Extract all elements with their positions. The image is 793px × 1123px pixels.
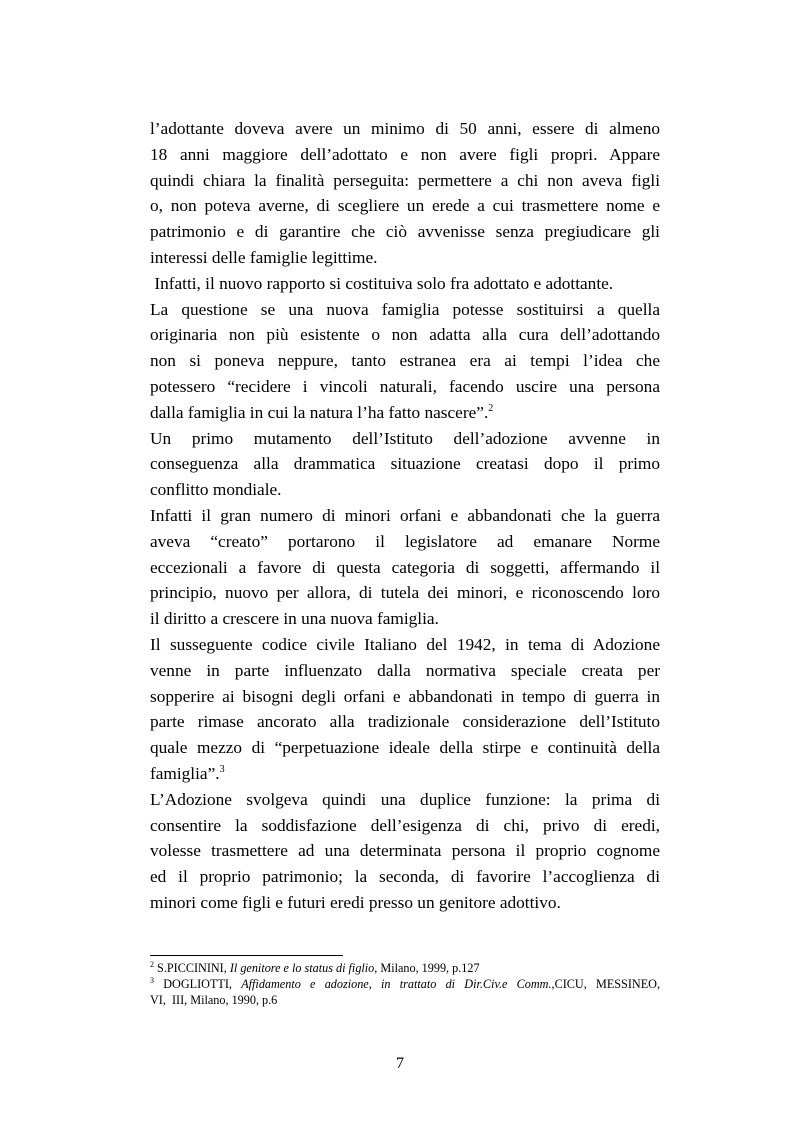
body-line: conflitto mondiale. bbox=[150, 480, 282, 500]
page-number: 7 bbox=[396, 1055, 404, 1072]
footnote-separator bbox=[150, 955, 343, 956]
body-line-with-ref bbox=[150, 761, 660, 787]
body-line: Un primo mutamento dell’Istituto dell’adozione avvenne in bbox=[150, 428, 660, 448]
body-line: volesse trasmettere ad una determinata persona il proprio cognome bbox=[150, 841, 660, 861]
body-line: Infatti il gran numero di minori orfani e abbandonati che la guerra bbox=[150, 505, 660, 525]
body-line: eccezionali a favore di questa categoria di soggetti, affermando il bbox=[150, 557, 660, 577]
body-line: aveva “creato” portarono il legislatore ad emanare Norme bbox=[150, 531, 660, 551]
body-line: ed il proprio patrimonio; la seconda, di favorire l’accoglienza di bbox=[150, 867, 660, 887]
body-line: 18 anni maggiore dell’adottato e non avere figli propri. Appare bbox=[150, 144, 660, 164]
body-line-text: dalla famiglia in cui la natura l’ha fatto nascere”. bbox=[150, 402, 489, 422]
footnote-2 bbox=[150, 961, 660, 977]
body-line: parte rimase ancorato alla tradizionale considerazione dell’Istituto bbox=[150, 712, 660, 732]
body-line: o, non poteva averne, di scegliere un erede a cui trasmettere nome e bbox=[150, 196, 660, 216]
footnote-number: 3 bbox=[150, 975, 154, 985]
body-line: L’Adozione svolgeva quindi una duplice funzione: la prima di bbox=[150, 789, 660, 809]
body-line: venne in parte influenzato dalla normativa speciale creata per bbox=[150, 660, 660, 680]
footnote-title: Affidamento e adozione, in trattato di Dir.Civ.e Comm., bbox=[241, 976, 555, 991]
body-line-with-ref bbox=[150, 400, 660, 426]
footnote-3-continuation: VI, III, Milano, 1990, p.6 bbox=[150, 992, 278, 1007]
body-line: consentire la soddisfazione dell’esigenza di chi, privo di eredi, bbox=[150, 815, 660, 835]
body-text bbox=[150, 116, 660, 916]
body-line: quindi chiara la finalità perseguita: permettere a chi non aveva figli bbox=[150, 170, 660, 190]
body-line: minori come figli e futuri eredi presso un genitore adottivo. bbox=[150, 892, 561, 912]
body-line: potessero “recidere i vincoli naturali, facendo uscire una persona bbox=[150, 376, 660, 396]
body-line: sopperire ai bisogni degli orfani e abbandonati in tempo di guerra in bbox=[150, 686, 660, 706]
footnote-3 bbox=[150, 977, 660, 993]
body-line: il diritto a crescere in una nuova famiglia. bbox=[150, 609, 439, 629]
body-line: La questione se una nuova famiglia potesse sostituirsi a quella bbox=[150, 299, 660, 319]
footnote-author: S.PICCININI, bbox=[154, 961, 230, 975]
body-line: interessi delle famiglie legittime. bbox=[150, 247, 378, 267]
footnote-title: Il genitore e lo status di figlio, bbox=[229, 961, 378, 975]
footnotes bbox=[150, 961, 660, 1008]
body-line: Il susseguente codice civile Italiano del 1942, in tema di Adozione bbox=[150, 634, 660, 654]
body-line: l’adottante doveva avere un minimo di 50 anni, essere di almeno bbox=[150, 119, 660, 138]
body-line: Infatti, il nuovo rapporto si costituiva solo fra adottato e adottante. bbox=[150, 273, 614, 293]
body-line: patrimonio e di garantire che ciò avvenisse senza pregiudicare gli bbox=[150, 222, 660, 242]
body-line: originaria non più esistente o non adatta alla cura dell’adottando bbox=[150, 325, 660, 345]
footnote-ref-2: 2 bbox=[488, 402, 494, 414]
body-line: conseguenza alla drammatica situazione creatasi dopo il primo bbox=[150, 454, 660, 474]
footnote-author: DOGLIOTTI, bbox=[154, 976, 242, 991]
footnote-details: Milano, 1999, p.127 bbox=[377, 961, 480, 975]
footnote-ref-3: 3 bbox=[219, 763, 225, 775]
footnote-details: CICU, MESSINEO, bbox=[554, 976, 660, 991]
footnote-number: 2 bbox=[150, 960, 154, 969]
body-line: quale mezzo di “perpetuazione ideale della stirpe e continuità della bbox=[150, 738, 660, 758]
body-line: non si poneva neppure, tanto estranea era ai tempi l’idea che bbox=[150, 351, 660, 371]
body-line-text: famiglia”. bbox=[150, 763, 220, 783]
body-line: principio, nuovo per allora, di tutela dei minori, e riconoscendo loro bbox=[150, 583, 660, 603]
